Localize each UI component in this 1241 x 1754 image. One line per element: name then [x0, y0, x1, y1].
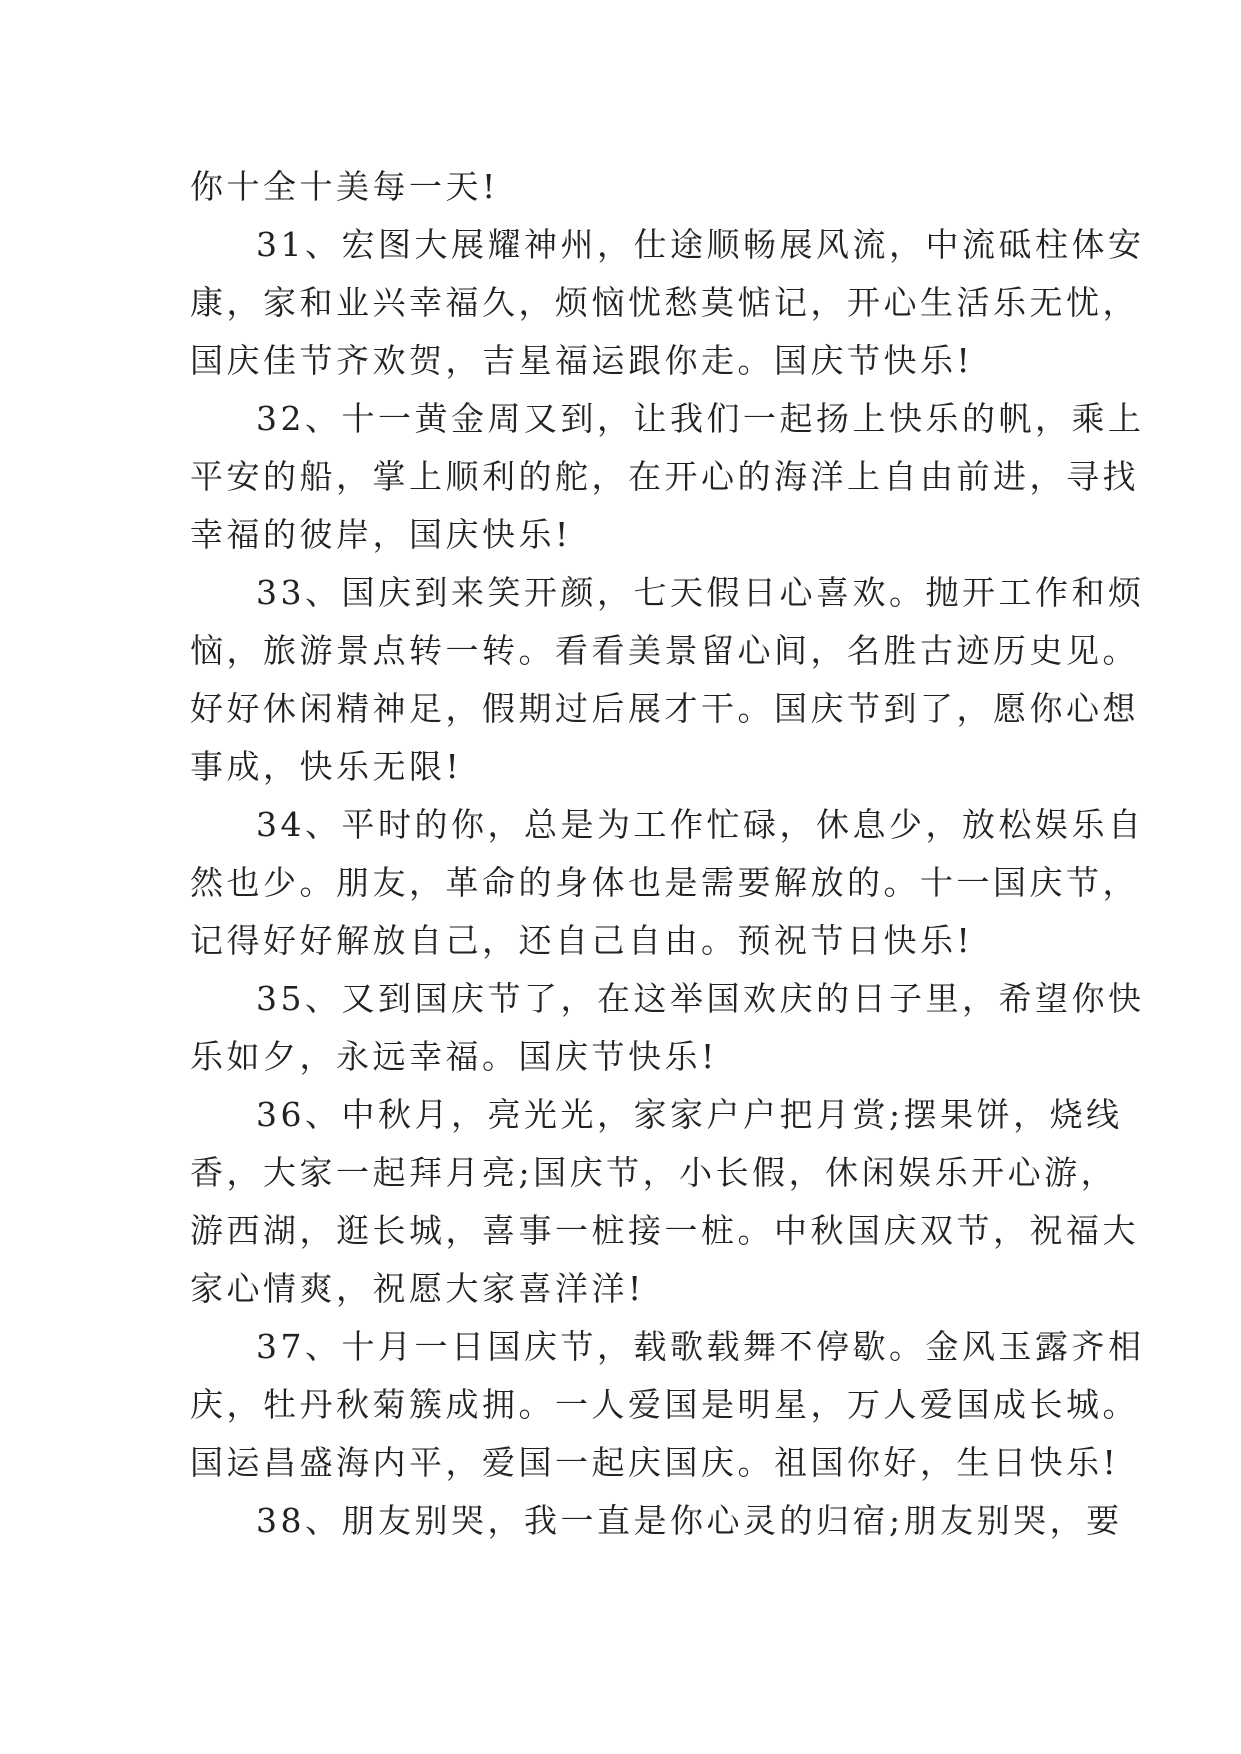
text-line: 国运昌盛海内平，爱国一起庆国庆。祖国你好，生日快乐!: [190, 1443, 1120, 1482]
text-line: 幸福的彼岸，国庆快乐!: [190, 515, 572, 554]
text-line: 36、中秋月，亮光光，家家户户把月赏;摆果饼，烧线: [256, 1095, 1123, 1134]
text-line: 然也少。朋友，革命的身体也是需要解放的。十一国庆节，: [190, 863, 1139, 902]
text-line: 国庆佳节齐欢贺，吉星福运跟你走。国庆节快乐!: [190, 341, 974, 380]
text-line: 34、平时的你，总是为工作忙碌，休息少，放松娱乐自: [256, 805, 1145, 844]
text-line: 35、又到国庆节了，在这举国欢庆的日子里，希望你快: [256, 979, 1145, 1018]
text-line: 37、十月一日国庆节，载歌载舞不停歇。金风玉露齐相: [256, 1327, 1145, 1366]
text-line: 33、国庆到来笑开颜，七天假日心喜欢。抛开工作和烦: [256, 573, 1145, 612]
text-line: 恼，旅游景点转一转。看看美景留心间，名胜古迹历史见。: [190, 631, 1139, 670]
text-line: 庆，牡丹秋菊簇成拥。一人爱国是明星，万人爱国成长城。: [190, 1385, 1139, 1424]
text-line: 记得好好解放自己，还自己自由。预祝节日快乐!: [190, 921, 974, 960]
text-line: 好好休闲精神足，假期过后展才干。国庆节到了，愿你心想: [190, 689, 1139, 728]
text-line: 事成，快乐无限!: [190, 747, 463, 786]
text-line: 香，大家一起拜月亮;国庆节，小长假，休闲娱乐开心游，: [190, 1153, 1118, 1192]
document-body: [190, 158, 1145, 1550]
text-line: 32、十一黄金周又到，让我们一起扬上快乐的帆，乘上: [256, 399, 1145, 438]
text-line: 38、朋友别哭，我一直是你心灵的归宿;朋友别哭，要: [256, 1501, 1123, 1540]
text-line: 乐如夕，永远幸福。国庆节快乐!: [190, 1037, 718, 1076]
text-line: 31、宏图大展耀神州，仕途顺畅展风流，中流砥柱体安: [256, 225, 1145, 264]
text-line: 家心情爽，祝愿大家喜洋洋!: [190, 1269, 645, 1308]
text-line: 平安的船，掌上顺利的舵，在开心的海洋上自由前进，寻找: [190, 457, 1139, 496]
text-line: 康，家和业兴幸福久，烦恼忧愁莫惦记，开心生活乐无忧，: [190, 283, 1139, 322]
text-line: 你十全十美每一天!: [190, 167, 499, 206]
text-line: 游西湖，逛长城，喜事一桩接一桩。中秋国庆双节，祝福大: [190, 1211, 1139, 1250]
